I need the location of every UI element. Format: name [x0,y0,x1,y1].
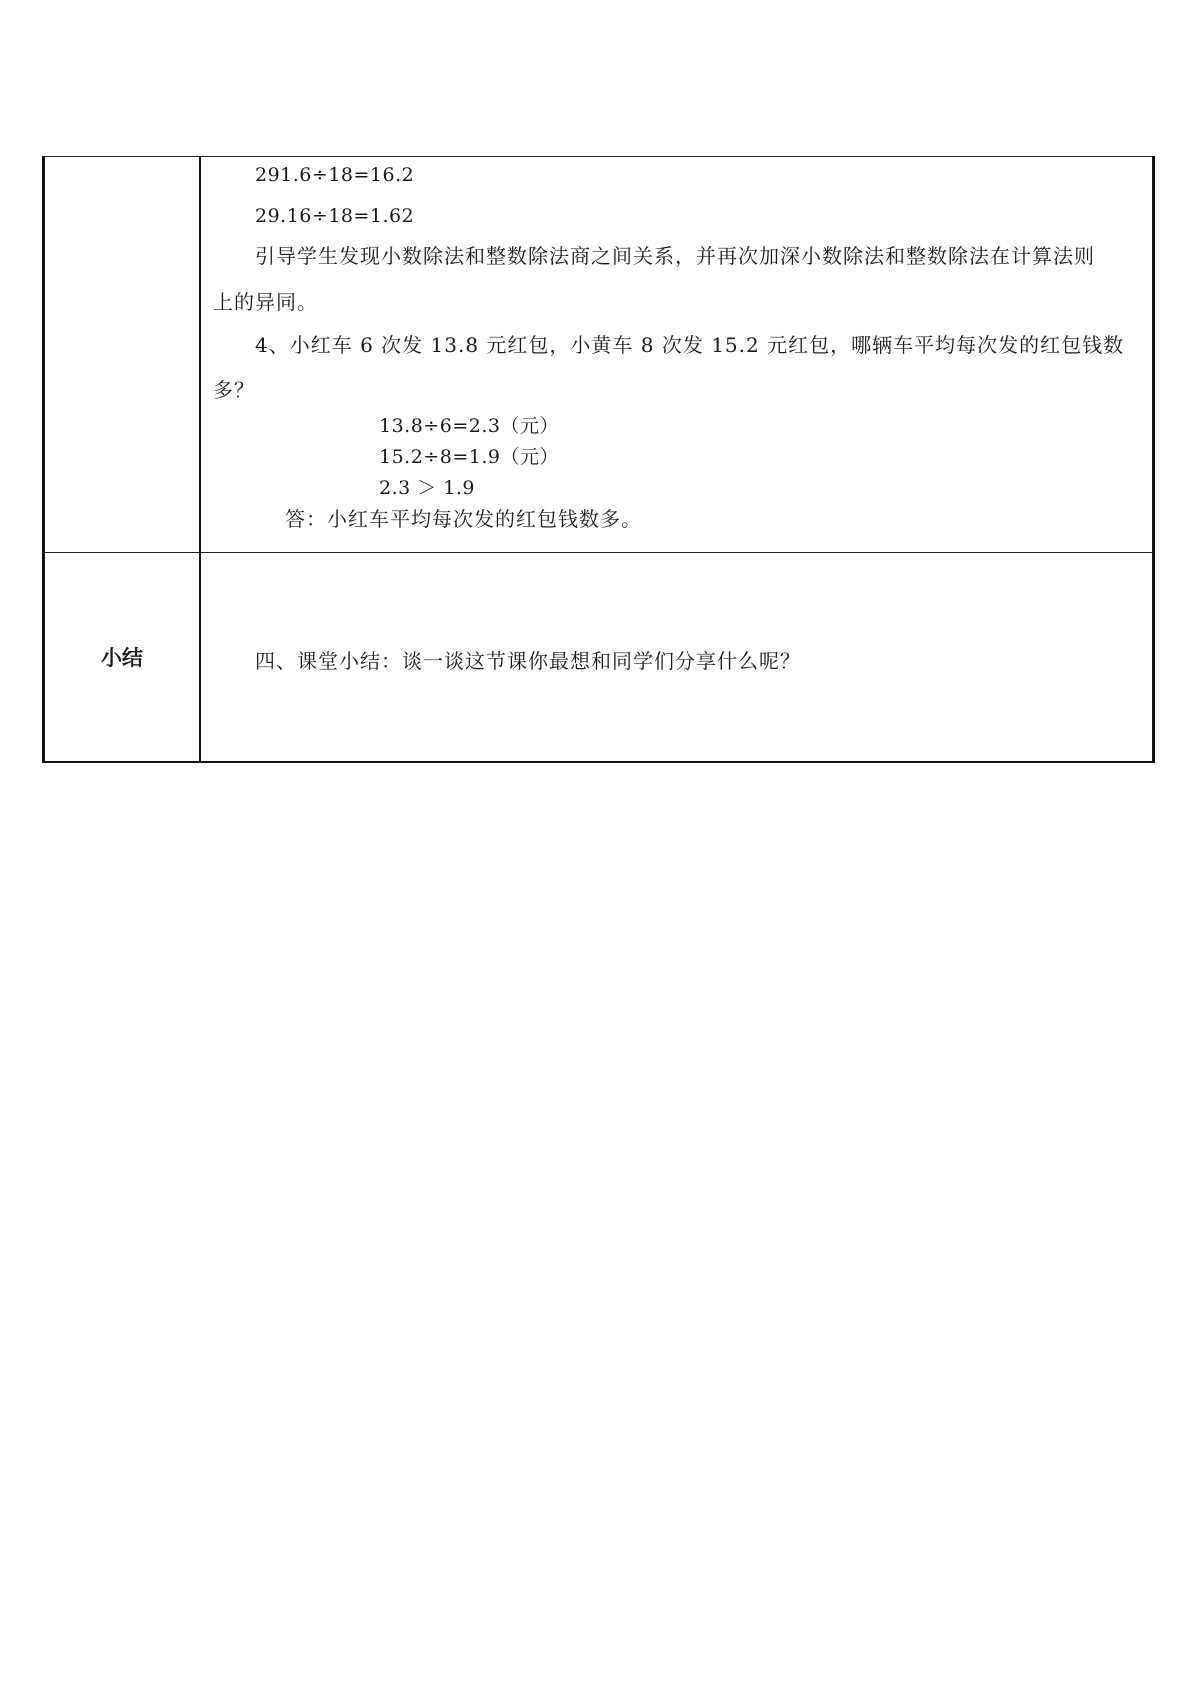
guide-text-line-2: 上的异同。 [213,290,318,314]
row-content-cell [200,157,1154,553]
lesson-plan-table [42,156,1155,763]
summary-text: 四、课堂小结：谈一谈这节课你最想和同学们分享什么呢？ [255,649,801,673]
guide-text-line-1: 引导学生发现小数除法和整数除法商之间关系，并再次加深小数除法和整数除法在计算法则 [255,244,1095,268]
comparison: 2.3 ＞ 1.9 [379,477,476,499]
table-row [44,553,1154,763]
summary-content-cell [200,553,1154,763]
table-row [44,157,1154,553]
problem-text-line-2: 多？ [213,378,255,402]
problem-text-line-1: 4、小红车 6 次发 13.8 元红包，小黄车 8 次发 15.2 元红包，哪辆车平均每次发的红包钱数 [255,333,1125,357]
calculation-1: 13.8÷6=2.3（元） [379,415,559,437]
calculation-2: 15.2÷8=1.9（元） [379,446,559,468]
summary-label-cell [44,553,201,763]
row-label-cell [44,157,201,553]
summary-label: 小结 [101,646,143,670]
answer-text: 答：小红车平均每次发的红包钱数多。 [285,507,642,531]
equation-1: 291.6÷18=16.2 [255,164,415,186]
equation-2: 29.16÷18=1.62 [255,205,415,227]
